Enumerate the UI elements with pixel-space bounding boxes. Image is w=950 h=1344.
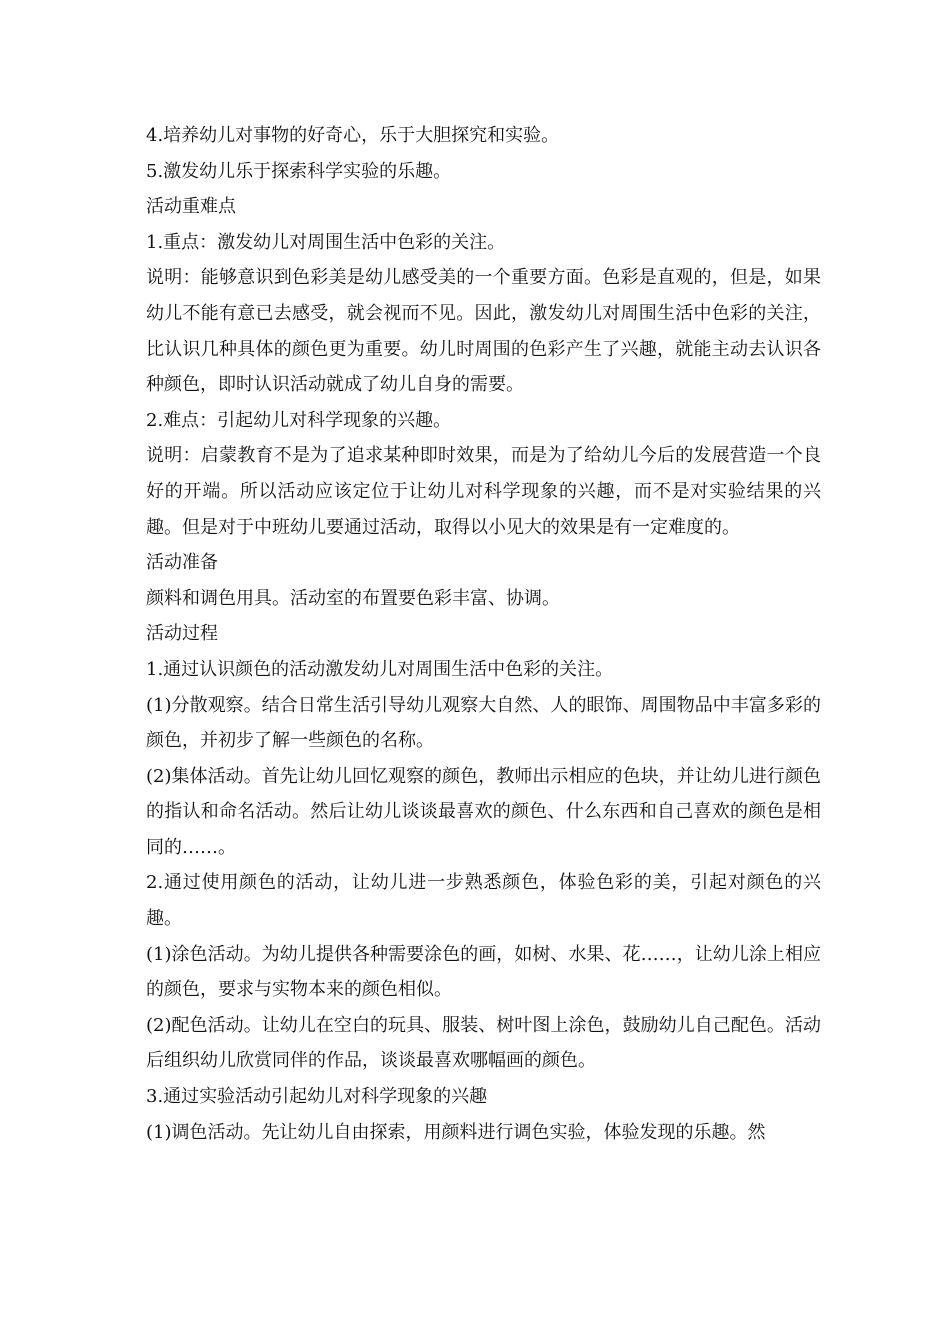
process-step-3: 3.通过实验活动引起幼儿对科学现象的兴趣 (146, 1086, 488, 1108)
key-point: 1.重点：激发幼儿对周围生活中色彩的关注。 (146, 231, 506, 253)
section-heading-process: 活动过程 (146, 623, 218, 645)
objective-5: 5.激发幼儿乐于探索科学实验的乐趣。 (146, 160, 452, 182)
process-step-2: 2.通过使用颜色的活动，让幼儿进一步熟悉颜色，体验色彩的美，引起对颜色的兴趣。 (146, 872, 821, 930)
process-step-3-1: (1)调色活动。先让幼儿自由探索，用颜料进行调色实验，体验发现的乐趣。然 (146, 1121, 766, 1143)
section-heading-preparation: 活动准备 (146, 552, 218, 574)
difficult-point-explanation: 说明：启蒙教育不是为了追求某种即时效果，而是为了给幼儿今后的发展营造一个良好的开端。所以活动应该定位于让幼儿对科学现象的兴趣，而不是对实验结果的兴趣。但是对于中班幼儿要通过活动，取得以小见大的效果是有一定难度的。 (146, 445, 821, 538)
difficult-point: 2.难点：引起幼儿对科学现象的兴趣。 (146, 409, 452, 431)
key-point-explanation: 说明：能够意识到色彩美是幼儿感受美的一个重要方面。色彩是直观的，但是，如果幼儿不能有意已去感受，就会视而不见。因此，激发幼儿对周围生活中色彩的关注，比认识几种具体的颜色更为重要。幼儿时周围的色彩产生了兴趣，就能主动去认识各种颜色，即时认识活动就成了幼儿自身的需要。 (146, 267, 821, 396)
section-heading-key-points: 活动重难点 (146, 196, 236, 218)
objective-4: 4.培养幼儿对事物的好奇心，乐于大胆探究和实验。 (146, 125, 560, 146)
process-step-1: 1.通过认识颜色的活动激发幼儿对周围生活中色彩的关注。 (146, 658, 614, 680)
process-step-1-2: (2)集体活动。首先让幼儿回忆观察的颜色，教师出示相应的色块，并让幼儿进行颜色的指认和命名活动。然后让幼儿谈谈最喜欢的颜色、什么东西和自己喜欢的颜色是相同的……。 (146, 765, 821, 858)
preparation-text: 颜料和调色用具。活动室的布置要色彩丰富、协调。 (146, 587, 560, 609)
document-body (146, 118, 821, 1150)
process-step-1-1: (1)分散观察。结合日常生活引导幼儿观察大自然、人的眼饰、周围物品中丰富多彩的颜色，并初步了解一些颜色的名称。 (146, 694, 821, 752)
process-step-2-1: (1)涂色活动。为幼儿提供各种需要涂色的画，如树、水果、花……，让幼儿涂上相应的颜色，要求与实物本来的颜色相似。 (146, 943, 821, 1001)
process-step-2-2: (2)配色活动。让幼儿在空白的玩具、服装、树叶图上涂色，鼓励幼儿自己配色。活动后组织幼儿欣赏同伴的作品，谈谈最喜欢哪幅画的颜色。 (146, 1014, 821, 1072)
